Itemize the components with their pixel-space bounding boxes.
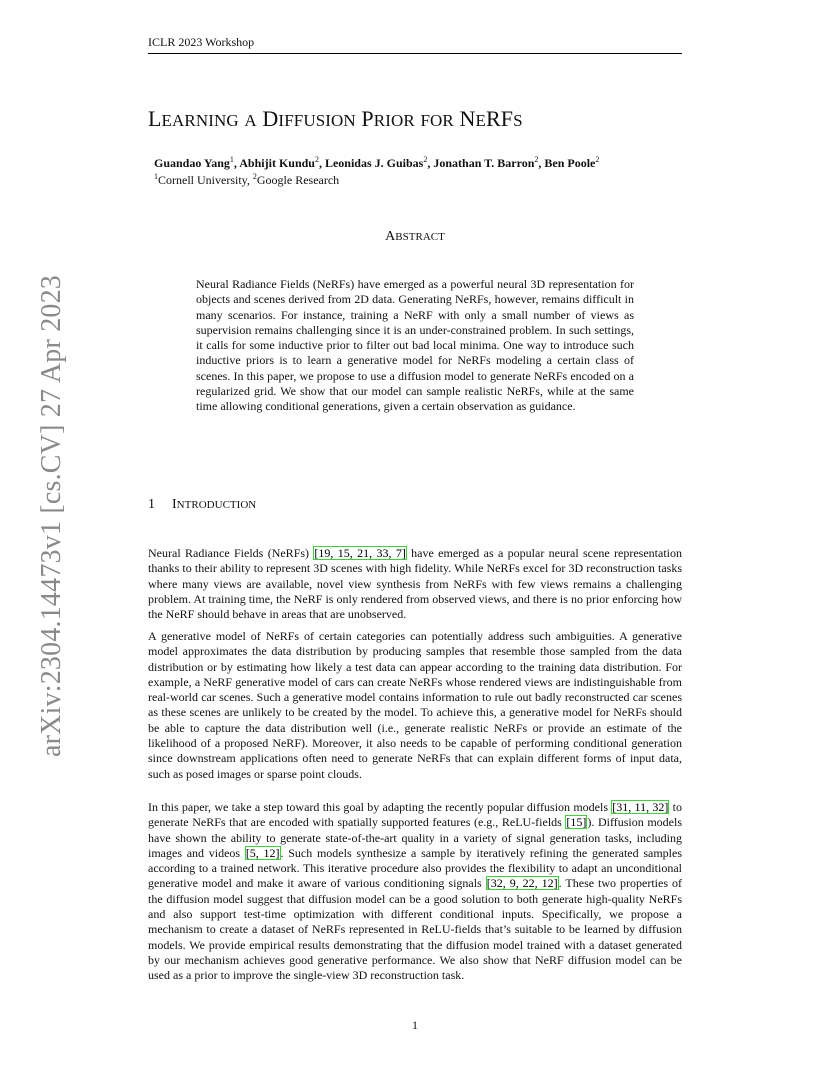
intro-paragraph: Neural Radiance Fields (NeRFs) [19, 15, 21, 33, 7] have emerged as a popular neural scene representation thanks to their ability to represent 3D scenes with high fidelity. While NeRFs excel for 3D reconstruction tasks where many views are available, novel view synthesis from NeRFs with few views remains a challenging problem. At training time, the NeRF is only rendered from observed views, and there is no prior enforcing how the NeRF should behave in areas that are unobserved. [148,546,682,622]
arxiv-watermark: arXiv:2304.14473v1 [cs.CV] 27 Apr 2023 [36,274,67,757]
author-name: Abhijit Kundu [239,156,315,170]
citation-link[interactable]: [31, 11, 32] [612,800,669,814]
affiliation-name: Google Research [256,173,340,187]
page-number: 1 [412,1018,418,1032]
citation-link[interactable]: [5, 12] [245,845,280,860]
section-title: INTRODUCTION [172,497,257,512]
paper-title: LEARNING A DIFFUSION PRIOR FOR NERFS [148,106,523,131]
citation-link[interactable]: [19, 15, 21, 33, 7] [314,546,406,560]
citation-link[interactable]: [15] [566,815,587,830]
abstract-body: Neural Radiance Fields (NeRFs) have emerged as a powerful neural 3D representation for objects and scenes derived from 2D data. Generating NeRFs, however, remains difficult in many scenarios. For instance, training a NeRF with only a small number of views as supervision remains challenging since it is an under-constrained problem. In such settings, it calls for some inductive prior to filter out bad local minima. One way to introduce such inductive priors is to learn a generative model for NeRFs modeling a certain class of scenes. In this paper, we propose to use a diffusion model to generate NeRFs encoded on a regularized grid. We show that our model can sample realistic NeRFs, while at the same time allowing conditional generations, given a certain observation as guidance. [196,277,634,414]
intro-paragraph: In this paper, we take a step toward this goal by adapting the recently popular diffusion models [31, 11, 32] to generate NeRFs that are encoded with spatially supported features (e.g., ReLU-fields [15]). Diffusion models have shown the ability to generate state-of-the-art quality in a variety of signal generation tasks, including images and videos [5, 12]. Such models synthesize a sample by iteratively refining the generated samples according to a trained network. This iterative procedure also provides the flexibility to adapt an unconditional generative model and make it aware of various conditioning signals [32, 9, 22, 12]. These two properties of the diffusion model suggest that diffusion model can be a good solution to both generate high-quality NeRFs and also support test-time optimization with different conditional inputs. Specifically, we propose a mechanism to create a dataset of NeRFs represented in ReLU-fields that’s suitable to be learned by diffusion models. We provide empirical results demonstrating that the diffusion model trained with a dataset generated by our mechanism achieves good generative performance. We also show that NeRF diffusion model can be used as a prior to improve the single-view 3D reconstruction task. [148,800,683,983]
citation-link[interactable]: [32, 9, 22, 12] [486,876,558,891]
intro-paragraph: A generative model of NeRFs of certain categories can potentially address such ambiguities. A generative model approximates the data distribution by producing samples that resemble those sampled from the data distribution or by estimating how likely a test data can appear according to the training data distribution. For example, a NeRF generative model of cars can create NeRFs whose rendered views are indistinguishable from real-world car scenes. Such a generative model contains information to rule out badly reconstructed car scenes as these scenes are unlikely to be created by the model. To achieve this, a generative model for NeRFs should be able to capture the data distribution well (i.e., generate realistic NeRFs or provide an estimate of the likelihood of a proposed NeRF). Moreover, it also needs to be capable of performing conditional generation since downstream applications often need to generate NeRFs that can explain different forms of input data, such as posed images or sparse point clouds. [148,629,682,781]
affiliation-list: $^1$Cornell University, $^2$Google Research [154,172,340,187]
header-rule [148,53,682,54]
author-name: Ben Poole [544,156,596,170]
author-list: Guandao Yang$^1$, Abhijit Kundu$^2$, Leonidas J. Guibas$^2$, Jonathan T. Barron$^2$, Ben Poole$^2$ [154,155,600,170]
author-affiliation-marker: 2 [423,155,428,164]
affiliation-marker: 1 [154,172,158,181]
running-header: ICLR 2023 Workshop [148,35,255,49]
section-heading [148,496,682,514]
section-number: 1 [148,497,155,512]
author-affiliation-marker: 2 [595,155,600,164]
author-name: Guandao Yang [154,156,230,170]
abstract-heading: ABSTRACT [385,229,445,244]
author-affiliation-marker: 2 [314,155,319,164]
author-name: Leonidas J. Guibas [324,156,424,170]
affiliation-name: Cornell University [158,173,247,187]
author-affiliation-marker: 2 [534,155,539,164]
author-name: Jonathan T. Barron [433,156,535,170]
affiliation-marker: 2 [252,172,257,181]
author-affiliation-marker: 1 [229,155,234,164]
